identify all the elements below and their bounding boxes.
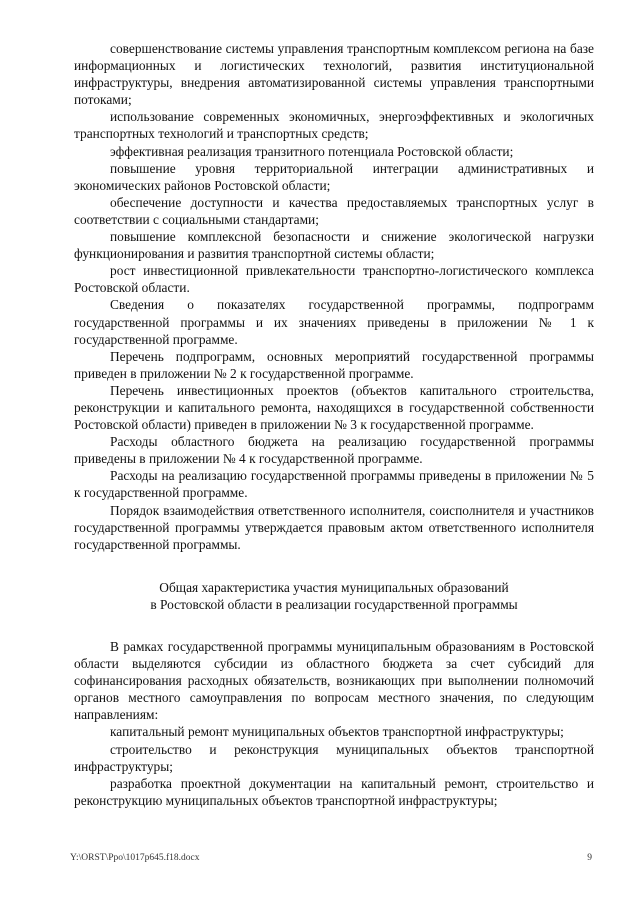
footer-file-path: Y:\ORST\Ppo\1017p645.f18.docx [70, 853, 200, 863]
paragraph: рост инвестиционной привлекательности транспортно-логистического комплекса Ростовской области. [74, 263, 594, 296]
section-heading-line-1: Общая характеристика участия муниципальных образований [159, 579, 509, 595]
paragraph: эффективная реализация транзитного потенциала Ростовской области; [110, 143, 514, 159]
paragraph: В рамках государственной программы муниципальным образованиям в Ростовской области выделяются субсидии из областного бюджета за счет субсидий для софинансирования расходных обязательств, возникающих при выполнении полномочий органов местного самоуправления по вопросам местного значения, по следующим направлениям: [74, 639, 594, 723]
paragraph: Порядок взаимодействия ответственного исполнителя, соисполнителя и участников государственной программы утверждается правовым актом ответственного исполнителя государственной программы. [74, 502, 594, 552]
paragraph: использование современных экономичных, энергоэффективных и экологичных транспортных технологий и транспортных средств; [74, 109, 594, 142]
paragraph-list-top [74, 40, 594, 553]
paragraph: совершенствование системы управления транспортным комплексом региона на базе информационных и логистических технологий, развития институциональной инфраструктуры, внедрения автоматизированной системы управления транспортными потоками; [74, 41, 594, 108]
paragraph: обеспечение доступности и качества предоставляемых транспортных услуг в соответствии с социальными стандартами; [74, 194, 594, 227]
section-heading [74, 579, 594, 613]
paragraph-list-bottom [74, 638, 594, 809]
paragraph: Расходы на реализацию государственной программы приведены в приложении № 5 к государственной программе. [74, 468, 594, 501]
section-heading-line-2: в Ростовской области в реализации государственной программы [150, 596, 518, 612]
paragraph: Перечень подпрограмм, основных мероприятий государственной программы приведен в приложении № 2 к государственной программе. [74, 348, 594, 381]
paragraph: повышение комплексной безопасности и снижение экологической нагрузки функционирования и развития транспортной системы области; [74, 229, 594, 262]
paragraph: Сведения о показателях государственной программы, подпрограмм государственной программы и их значениях приведены в приложении № 1 к государственной программе. [74, 297, 594, 347]
page-number: 9 [587, 853, 592, 863]
paragraph: повышение уровня территориальной интеграции административных и экономических районов Ростовской области; [74, 160, 594, 193]
paragraph: строительство и реконструкция муниципальных объектов транспортной инфраструктуры; [74, 741, 594, 774]
paragraph: Перечень инвестиционных проектов (объектов капитального строительства, реконструкции и капитального ремонта, находящихся в государственной собственности Ростовской области) приведен в приложении № 3 к государственной программе. [74, 382, 594, 433]
document-page [74, 40, 594, 809]
paragraph: капитальный ремонт муниципальных объектов транспортной инфраструктуры; [110, 724, 564, 740]
paragraph: разработка проектной документации на капитальный ремонт, строительство и реконструкцию муниципальных объектов транспортной инфраструктуры; [74, 775, 594, 808]
paragraph: Расходы областного бюджета на реализацию государственной программы приведены в приложении № 4 к государственной программе. [74, 434, 594, 467]
